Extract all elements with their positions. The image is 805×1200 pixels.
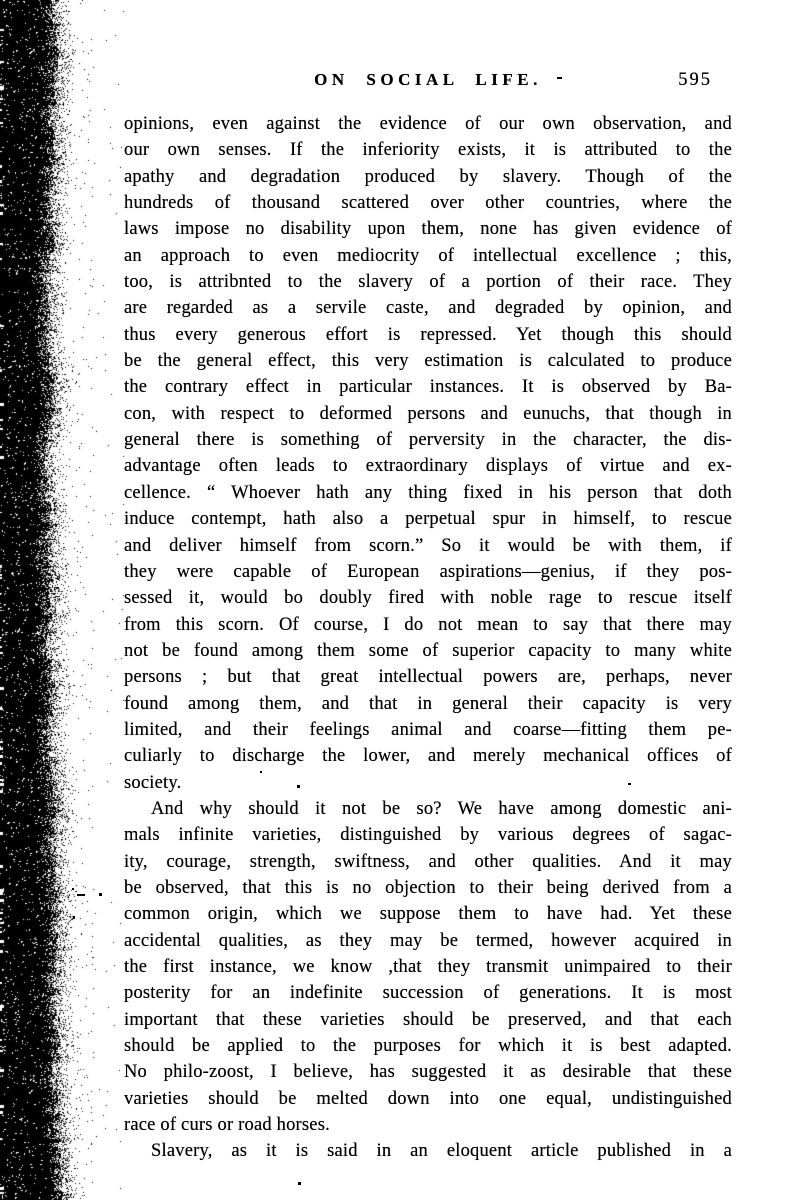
text-line: persons ; but that great intellectual powers are, perhaps, never [124,667,732,688]
text-line: limited, and their feelings animal and coarse—fitting them pe- [124,719,732,740]
text-line: mals infinite varieties, distinguished by various degrees of sagac- [124,825,732,846]
text-line: culiarly to discharge the lower, and merely mechanical offices of [124,746,732,767]
text-line: accidental qualities, as they may be termed, however acquired in [124,930,732,951]
text-line: opinions, even against the evidence of our own observation, and [124,114,732,134]
binding-gutter-scan [0,0,130,1200]
text-line: the first instance, we know ,that they transmit unimpaired to their [124,957,732,977]
text-line: laws impose no disability upon them, none has given evidence of [124,219,732,240]
text-line: and deliver himself from scorn.” So it would be with them, if [124,535,732,556]
text-line: hundreds of thousand scattered over other countries, where the [124,193,732,214]
page-number: 595 [678,70,712,90]
text-line: be the general effect, this very estimation is calculated to produce [124,351,732,372]
page-header [124,70,732,96]
text-line: our own senses. If the inferiority exists, it is attributed to the [124,140,732,161]
text-line: advantage often leads to extraordinary displays of virtue and ex- [124,456,732,477]
scan-speck [297,785,300,788]
text-line: Slavery, as it is said in an eloquent article published in a [151,1141,732,1162]
text-line: the contrary effect in particular instances. It is observed by Ba- [124,377,732,398]
scan-speck [77,894,85,896]
text-line: too, is attribnted to the slavery of a portion of their race. They [124,272,732,293]
text-line: are regarded as a servile caste, and degraded by opinion, and [124,298,732,319]
scan-speck [72,888,74,890]
text-line: general there is something of perversity in the character, the dis- [124,430,732,451]
text-line: thus every generous effort is repressed. Yet though this should [124,324,732,345]
scan-speck [557,77,562,79]
text-line: they were capable of European aspirations—genius, if they pos- [124,561,732,582]
text-line: society. [124,772,182,793]
text-line: from this scorn. Of course, I do not mean to say that there may [124,614,732,635]
text-line: No philo-zoost, I believe, has suggested it as desirable that these [124,1062,732,1083]
text-line: posterity for an indefinite succession of generations. It is most [124,983,732,1004]
text-line: an approach to even mediocrity of intellectual excellence ; this, [124,245,732,266]
running-head-title: ON SOCIAL LIFE. [314,70,542,89]
text-line: cellence. “ Whoever hath any thing fixed in his person that doth [124,482,732,503]
text-line: sessed it, would bo doubly fired with noble rage to rescue itself [124,588,732,609]
text-line: induce contempt, hath also a perpetual spur in himself, to rescue [124,509,732,530]
text-line: be observed, that this is no objection to their being derived from a [124,877,732,898]
scan-speck [99,893,102,896]
text-line: not be found among them some of superior capacity to many white [124,640,732,661]
body-text [124,111,732,1165]
text-line: ity, courage, strength, swiftness, and other qualities. And it may [124,851,732,872]
text-line: important that these varieties should be preserved, and that each [124,1009,732,1030]
scan-speck [628,783,631,785]
text-line: race of curs or road horses. [124,1115,330,1136]
text-line: varieties should be melted down into one equal, undistinguished [124,1088,732,1109]
text-line: con, with respect to deformed persons and eunuchs, that though in [124,403,732,424]
text-line: common origin, which we suppose them to have had. Yet these [124,904,732,925]
text-line: found among them, and that in general their capacity is very [124,693,732,714]
scan-speck [260,771,262,773]
text-line: should be applied to the purposes for which it is best adapted. [124,1036,732,1057]
text-line: And why should it not be so? We have among domestic ani- [151,798,732,819]
scan-speck [298,1182,301,1185]
scan-speck [73,916,75,919]
text-line: apathy and degradation produced by slavery. Though of the [124,166,732,187]
